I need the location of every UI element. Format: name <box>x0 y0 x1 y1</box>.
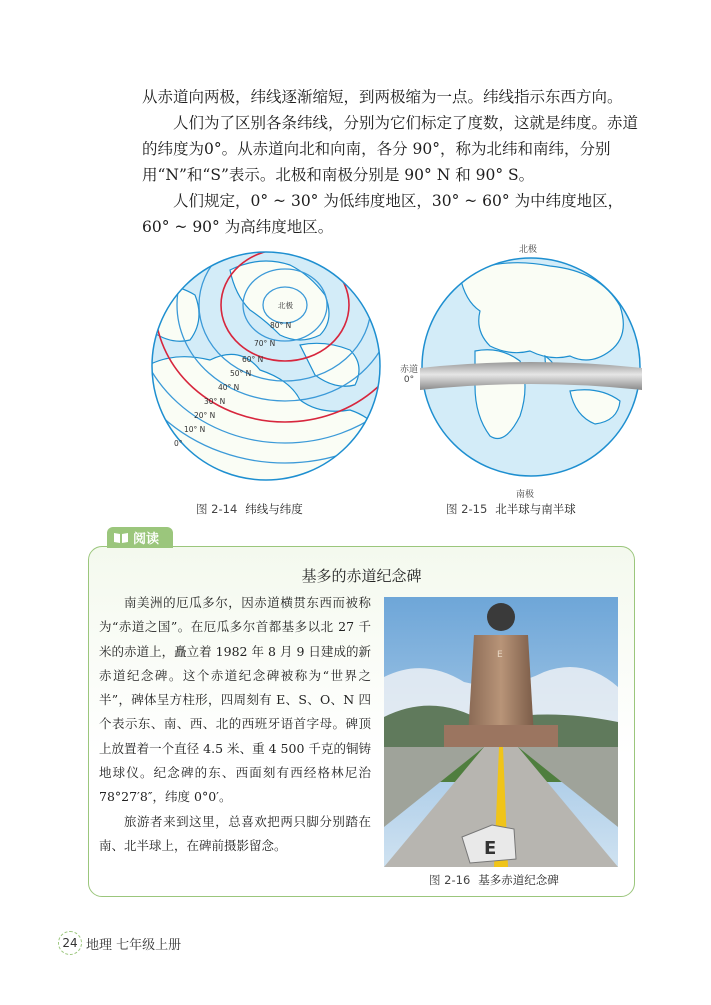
label-0deg: 0° <box>174 439 183 448</box>
reading-title: 基多的赤道纪念碑 <box>301 567 422 585</box>
figure-2-15-caption <box>446 501 576 517</box>
label-70n: 70° N <box>254 339 276 348</box>
figure-2-16-title: 基多赤道纪念碑 <box>478 873 559 887</box>
reading-tab-label: 阅读 <box>133 532 160 547</box>
label-40n: 40° N <box>218 383 240 392</box>
reading-paragraph-2: 旅游者来到这里，总喜欢把两只脚分别踏在南、北半球上，在碑前摄影留念。 <box>99 813 371 853</box>
page-number: 24 <box>58 931 82 955</box>
book-icon <box>113 532 129 544</box>
latitude-globe-figure <box>150 250 382 482</box>
hemispheres-globe-figure <box>420 256 642 478</box>
label-50n: 50° N <box>230 369 252 378</box>
label-north-pole: 北极 <box>278 301 293 310</box>
north-pole-label: 北极 <box>519 245 538 255</box>
label-20n: 20° N <box>194 411 216 420</box>
reading-tab <box>107 527 173 548</box>
figure-2-15-number: 图 2-15 <box>446 502 488 516</box>
photo-letter-e: E <box>497 650 503 660</box>
figure-2-14-number: 图 2-14 <box>196 502 238 516</box>
reading-text <box>99 591 371 858</box>
photo-globe-top <box>487 603 515 631</box>
paragraph-2: 人们为了区别各条纬线，分别为它们标定了度数，这就是纬度。赤道的纬度为0°。从赤道向北和向南，各分 90°，称为北纬和南纬，分别用“N”和“S”表示。北极和南极分别是 90° N 和 90° S。 <box>142 114 639 184</box>
south-pole-label: 南极 <box>516 490 535 500</box>
book-title: 地理 七年级上册 <box>86 938 182 953</box>
reading-paragraph-1: 南美洲的厄瓜多尔，因赤道横贯东西而被称为“赤道之国”。在厄瓜多尔首都基多以北 27 千米的赤道上，矗立着 1982 年 8 月 9 日建成的新赤道纪念碑。这个赤道纪念碑被称为“世界之半”，碑体呈方柱形，四周刻有 E、S、O、N 四个表示东、南、西、北的西班牙语首字母。碑顶上放置着一个直径 4.5 米、重 4 500 千克的铜铸地球仪。纪念碑的东、西面刻有西经格林尼治 78°27′8″，纬度 0°0′。 <box>99 595 371 805</box>
equator-label <box>399 365 419 385</box>
label-60n: 60° N <box>242 355 264 364</box>
figure-2-16-caption <box>429 872 559 888</box>
photo-ground-letter: E <box>484 838 497 859</box>
equator-label-text: 赤道 <box>399 365 418 375</box>
equator-monument-photo <box>384 597 618 867</box>
equator-label-degree: 0° <box>403 375 415 385</box>
figure-2-16-number: 图 2-16 <box>429 873 471 887</box>
label-80n: 80° N <box>270 321 292 330</box>
label-10n: 10° N <box>184 425 206 434</box>
figure-2-14-caption <box>196 501 303 517</box>
photo-monument-base <box>444 725 558 747</box>
label-30n: 30° N <box>204 397 226 406</box>
figure-2-15-title: 北半球与南半球 <box>495 502 576 516</box>
paragraph-3: 人们规定，0° ~ 30° 为低纬度地区，30° ~ 60° 为中纬度地区，60° ~ 90° 为高纬度地区。 <box>142 192 624 236</box>
figure-2-14-title: 纬线与纬度 <box>245 502 303 516</box>
paragraph-1: 从赤道向两极，纬线逐渐缩短，到两极缩为一点。纬线指示东西方向。 <box>142 88 623 106</box>
